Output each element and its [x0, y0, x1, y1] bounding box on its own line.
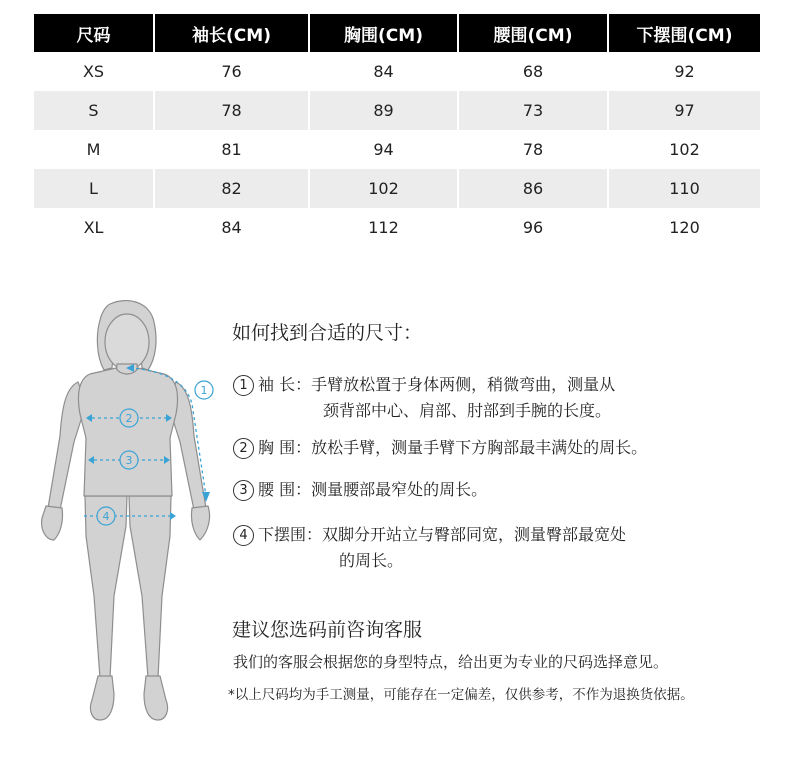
step-number-badge: 4: [233, 525, 254, 546]
step-number-badge: 2: [233, 438, 254, 459]
step-chest: [233, 435, 647, 461]
step-text: 手臂放松置于身体两侧，稍微弯曲，测量从: [311, 375, 616, 394]
step-label: 胸 围：: [258, 438, 312, 457]
cell-hem: 120: [607, 208, 760, 247]
table-row: [34, 169, 760, 208]
torso-shape: [78, 368, 177, 496]
right-hand-shape: [191, 506, 209, 540]
step-number-badge: 3: [233, 480, 254, 501]
right-leg-shape: [129, 496, 171, 678]
left-foot-shape: [90, 676, 114, 720]
cell-hem: 110: [607, 169, 760, 208]
cell-size: XL: [83, 218, 104, 237]
marker-2-label: 2: [125, 412, 133, 425]
step-hem: [233, 522, 626, 574]
step-sleeve-length: [233, 372, 615, 424]
cell-sleeve: 84: [153, 208, 308, 247]
marker-1-label: 1: [200, 384, 208, 397]
left-hand-shape: [42, 506, 63, 540]
cell-size: L: [34, 169, 153, 208]
advice-title: 建议您选码前咨询客服: [232, 619, 423, 641]
cell-waist: 78: [457, 130, 607, 169]
cell-waist: 96: [457, 208, 607, 247]
step-text: 测量腰部最窄处的周长。: [311, 480, 488, 499]
step-text-continued: 的周长。: [339, 551, 404, 570]
cell-sleeve: 82: [153, 169, 308, 208]
cell-hem: 92: [607, 52, 760, 91]
cell-chest: 102: [308, 169, 457, 208]
cell-size: S: [34, 91, 153, 130]
cell-hem: 102: [607, 130, 760, 169]
header-waist: 腰围(CM): [457, 14, 607, 52]
step-text-continued: 颈背部中心、肩部、肘部到手腕的长度。: [323, 401, 612, 420]
arrow-head: [170, 512, 176, 520]
step-number-badge: 1: [233, 375, 254, 396]
cell-hem: 97: [607, 91, 760, 130]
body-measurement-figure: [30, 296, 230, 736]
guide-title: 如何找到合适的尺寸：: [232, 322, 423, 344]
step-label: 腰 围：: [258, 480, 312, 499]
cell-chest: 89: [308, 91, 457, 130]
table-header-row: [34, 14, 760, 52]
step-text: 双脚分开站立与臀部同宽，测量臀部最宽处: [322, 525, 627, 544]
header-size: 尺码: [34, 14, 153, 52]
header-sleeve-length: 袖长(CM): [153, 14, 308, 52]
step-text: 放松手臂，测量手臂下方胸部最丰满处的周长。: [311, 438, 648, 457]
step-waist: [233, 477, 487, 503]
step-label: 袖 长：: [258, 375, 312, 394]
cell-chest: 94: [308, 130, 457, 169]
header-hem: 下摆围(CM): [607, 14, 760, 52]
step-label: 下摆围：: [258, 525, 323, 544]
head-shape: [105, 314, 149, 370]
cell-chest: 112: [308, 208, 457, 247]
table-row: [34, 52, 760, 91]
cell-waist: 86: [457, 169, 607, 208]
cell-waist: 73: [457, 91, 607, 130]
advice-text: 我们的客服会根据您的身型特点，给出更为专业的尺码选择意见。: [233, 653, 669, 671]
cell-size: XS: [82, 62, 105, 81]
marker-4-label: 4: [102, 510, 110, 523]
cell-chest: 84: [308, 52, 457, 91]
right-foot-shape: [144, 676, 168, 720]
cell-sleeve: 76: [153, 52, 308, 91]
cell-size: M: [86, 140, 101, 159]
cell-sleeve: 78: [153, 91, 308, 130]
size-chart-table: [34, 14, 760, 247]
table-row: [34, 208, 760, 247]
marker-3-label: 3: [125, 454, 133, 467]
header-chest: 胸围(CM): [308, 14, 457, 52]
table-row: [34, 91, 760, 130]
cell-waist: 68: [457, 52, 607, 91]
cell-sleeve: 81: [153, 130, 308, 169]
disclaimer-note: *以上尺码均为手工测量，可能存在一定偏差，仅供参考，不作为退换货依据。: [228, 687, 694, 703]
table-row: [34, 130, 760, 169]
